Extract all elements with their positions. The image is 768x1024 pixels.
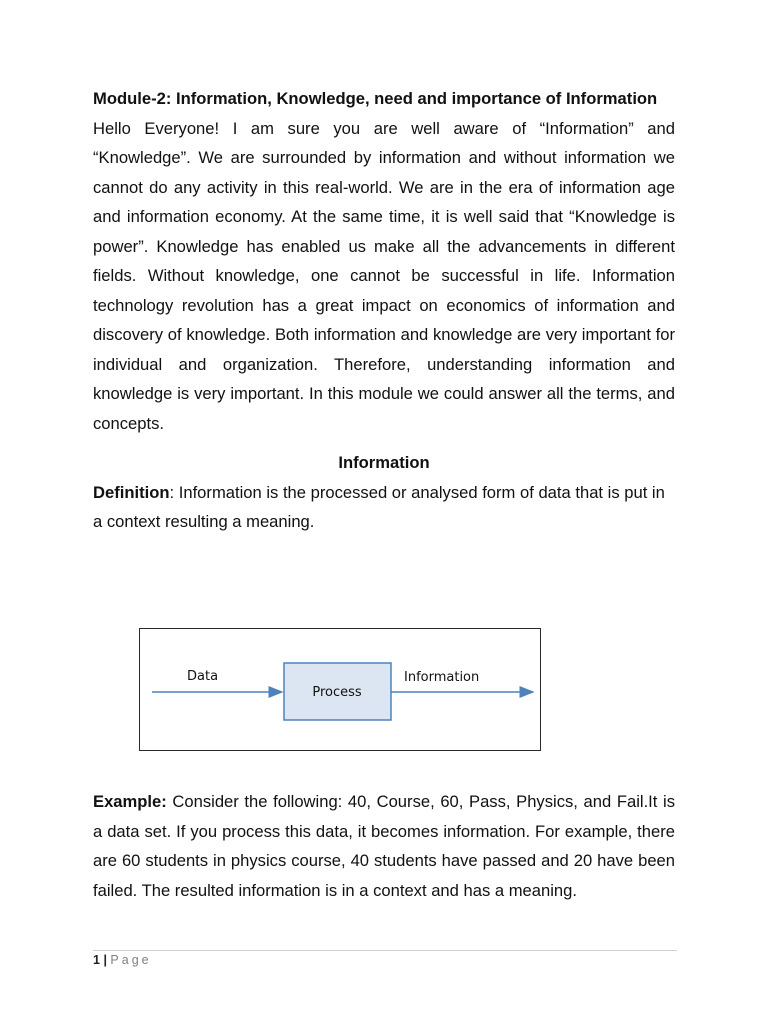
section-heading: Information <box>338 453 430 472</box>
example-text: Consider the following: 40, Course, 60, Pass, Physics, and Fail.It is a data set. If you process this data, it becomes information. For example, there are 60 students in physics course, 40 students have passed and 20 have been failed. The resulted information is in a context and has a meaning. <box>93 792 675 900</box>
definition-text: : Information is the processed or analysed form of data that is put in a context resulting a meaning. <box>93 482 665 531</box>
footer-separator: | <box>103 953 107 967</box>
process-label: Process <box>312 685 362 700</box>
page-footer <box>93 952 152 968</box>
module-title: Module-2: Information, Knowledge, need and importance of Information <box>93 89 658 108</box>
page-label: Page <box>110 953 152 967</box>
diagram-svg <box>140 629 540 750</box>
definition-label: Definition <box>93 482 170 502</box>
example-label: Example: <box>93 792 167 811</box>
example-paragraph <box>93 787 675 905</box>
input-label: Data <box>187 669 219 684</box>
intro-paragraph: Hello Everyone! I am sure you are well aware of “Information” and “Knowledge”. We are surrounded by information and without information we cannot do any activity in this real-world. We are in the era of information age and information economy. At the same time, it is well said that “Knowledge is power”. Knowledge has enabled us make all the advancements in different fields. Without knowledge, one cannot be successful in life. Information technology revolution has a great impact on economics of information and discovery of knowledge. Both information and knowledge are very important for individual and organization. Therefore, understanding information and knowledge is very important. In this module we could answer all the terms, and concepts. <box>93 118 675 433</box>
definition-paragraph <box>93 478 675 537</box>
example-section <box>93 787 675 905</box>
data-process-information-diagram <box>139 628 541 751</box>
output-label: Information <box>404 670 480 685</box>
page-number: 1 <box>93 953 100 967</box>
document-body <box>93 84 675 537</box>
footer-divider <box>93 950 677 951</box>
